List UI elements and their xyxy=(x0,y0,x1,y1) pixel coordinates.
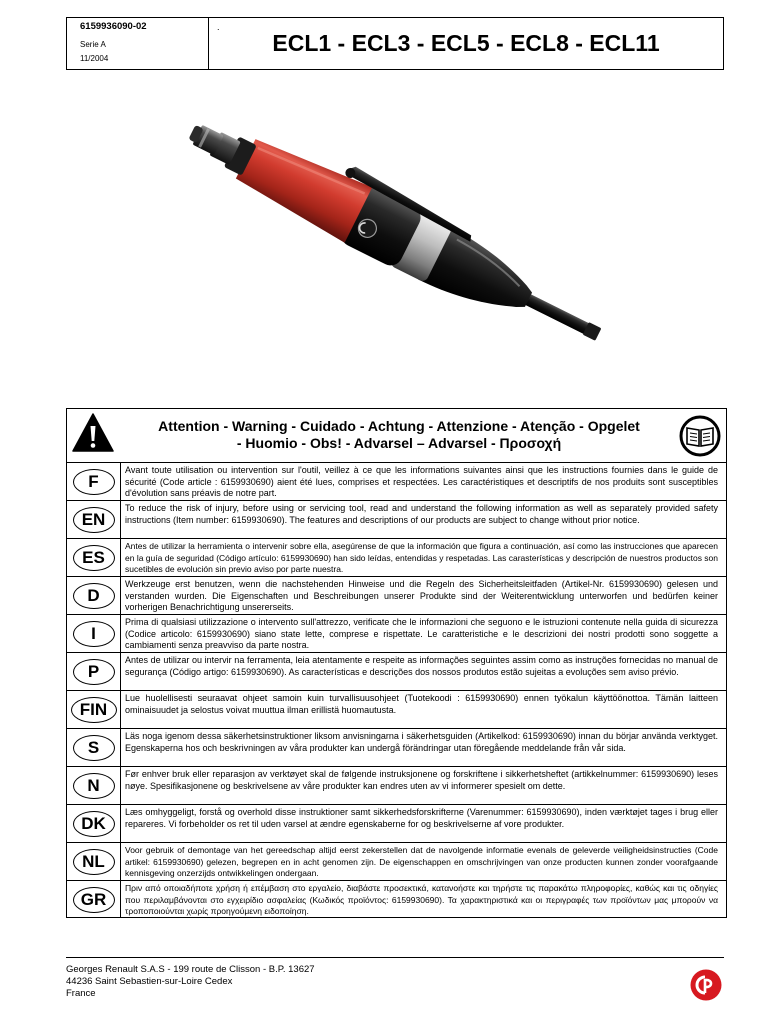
language-code-badge: D xyxy=(73,583,115,609)
language-instruction-text: Lue huolellisesti seuraavat ohjeet samoin kuin turvallisuusohjeet (Tuotekoodi : 6159930690) ennen työkalun käyttöönottoa. Tämän laitteen ominaisuudet ja selostus voivat muuttua ilman erillistä huomautusta. xyxy=(125,693,718,715)
language-instruction-text: Πριν από οποιαδήποτε χρήση ή επέμβαση στο εργαλείο, διαβάστε προσεκτικά, κατανοήστε και τηρήστε τις παρακάτω πληροφορίες, καθώς και τις οδηγίες που περιλαμβάνονται στο εγχειρίδιο ασφαλείας (Κωδικός προϊόντος: 6159930690). Τα χαρακτηριστικά και οι περιγραφές των προϊόντων μας μπορούν να τροποποιούνται χωρίς προηγούμενη ειδοποίηση. xyxy=(125,883,718,917)
language-row-nl xyxy=(67,842,726,880)
language-row-s xyxy=(67,728,726,766)
language-instruction-text: Werkzeuge erst benutzen, wenn die nachstehenden Hinweise und die Regeln des Sicherheitsleitfaden (Artikel-Nr. 6159930690) gelesen und verstanden wurden. Die Eigenschaften und Beschreibungen unserer Produkte sind der Weiterentwicklung unterworfen und bedürfen keiner vorherigen Benachrichtigung unsererseits. xyxy=(125,579,718,613)
document-meta xyxy=(67,18,209,69)
language-instruction-text: Antes de utilizar ou intervir na ferramenta, leia atentamente e respeite as informações seguintes assim como as instruções fornecidas no manual de segurança (Código artigo: 6159930690). As características e descrições dos nossos produtos estão sujeitas a evoluções sem aviso prévio. xyxy=(125,655,718,677)
warning-header xyxy=(67,409,726,462)
warning-title xyxy=(121,418,677,452)
language-instruction-text: To reduce the risk of injury, before using or servicing tool, read and understand the following information as well as separately provided safety instructions (Item number: 6159930690). The features and descriptions of our products are subject to change without prior notice. xyxy=(125,503,718,525)
language-code-badge: ES xyxy=(73,545,115,571)
screwdriver-tool-illustration xyxy=(170,100,620,350)
language-code-cell xyxy=(67,577,121,614)
language-code-cell xyxy=(67,539,121,576)
manual-book-icon xyxy=(679,415,721,457)
language-code-cell xyxy=(67,805,121,842)
language-code-cell xyxy=(67,843,121,880)
series-label: Serie A xyxy=(80,40,106,49)
language-code-badge: GR xyxy=(73,887,115,913)
language-code-cell xyxy=(67,653,121,690)
language-row-es xyxy=(67,538,726,576)
language-code-cell xyxy=(67,615,121,652)
language-code-badge: DK xyxy=(73,811,115,837)
footer-address xyxy=(66,964,315,1000)
language-code-badge: NL xyxy=(73,849,115,875)
language-instruction-text: Prima di qualsiasi utilizzazione o intervento sull'attrezzo, verificate che le informazioni che seguono e le istruzioni contenute nella guida di sicurezza (Codice articolo: 6159930690) siano state lette, comprese e rispettate. Le caratteristiche e le descrizioni dei nostri prodotti sono soggette a cambiamenti senza preavviso da parte nostra. xyxy=(125,617,718,651)
footer-divider xyxy=(66,957,724,958)
language-code-cell xyxy=(67,767,121,804)
warning-table xyxy=(66,408,727,918)
edition-date: 11/2004 xyxy=(80,54,109,63)
warning-title-line-2: - Huomio - Obs! - Advarsel – Advarsel - Προσοχή xyxy=(236,435,562,451)
cp-logo-icon xyxy=(690,969,722,1001)
language-code-cell xyxy=(67,463,121,500)
footer-country-line: France xyxy=(66,988,96,999)
language-code-cell xyxy=(67,691,121,728)
language-row-i xyxy=(67,614,726,652)
language-code-badge: F xyxy=(73,469,115,495)
language-code-badge: N xyxy=(73,773,115,799)
language-instruction-text: Før enhver bruk eller reparasjon av verktøyet skal de følgende instruksjonene og forskriftene i sikkerhetsheftet (artikkelnummer: 6159930690) leses nøye. Spesifikasjonene og beskrivelsene av våre produkter kan endres uten av vi informerer spesielt om dette. xyxy=(125,769,718,791)
language-code-cell xyxy=(67,881,121,918)
language-instruction-text: Läs noga igenom dessa säkerhetsinstruktioner liksom anvisningarna i säkerhetsguiden (Artikelkod: 6159930690) innan du börjar använda verktyget. Egenskaperna hos och beskrivningen av våra produkter kan undergå förändringar utan föregående meddelande från vår sida. xyxy=(125,731,718,753)
language-row-en xyxy=(67,500,726,538)
warning-triangle-icon xyxy=(72,412,114,454)
language-row-f xyxy=(67,462,726,500)
language-code-badge: I xyxy=(73,621,115,647)
language-row-n xyxy=(67,766,726,804)
language-code-cell xyxy=(67,729,121,766)
footer-city-line: 44236 Saint Sebastien-sur-Loire Cedex xyxy=(66,976,233,987)
warning-title-line-1: Attention - Warning - Cuidado - Achtung - Attenzione - Atenção - Opgelet xyxy=(158,418,640,434)
language-instruction-text: Avant toute utilisation ou intervention sur l'outil, veillez à ce que les informations suivantes ainsi que les instructions fournies dans le guide de sécurité (Code article : 6159930690) aient été lues, comprises et respectées. Les caractéristiques et descriptifs de nos produits sont susceptibles d'évolution sans préavis de notre part. xyxy=(125,465,718,499)
language-instruction-text: Voor gebruik of demontage van het gereedschap altijd eerst zekerstellen dat de navolgende informatie evenals de geleverde veiligheidsinstructies (Code artikel: 6159930690) gelezen, begrepen en in acht genomen zijn. De eigenschappen en omschrijvingen van onze producten kunnen zonder voorafgaande kennisgeving onzerzijds ontwikkelingen ondergaan. xyxy=(125,845,718,879)
footer-company-line: Georges Renault S.A.S - 199 route de Clisson - B.P. 13627 xyxy=(66,964,315,975)
language-row-fin xyxy=(67,690,726,728)
document-number: 6159936090-02 xyxy=(80,21,147,32)
language-code-badge: FIN xyxy=(71,697,117,723)
language-code-badge: S xyxy=(73,735,115,761)
language-code-badge: P xyxy=(73,659,115,685)
language-row-gr xyxy=(67,880,726,918)
language-row-d xyxy=(67,576,726,614)
language-instruction-text: Antes de utilizar la herramienta o intervenir sobre ella, asegúrense de que la información que figura a continuación, así como las instrucciones que aparecen en la guía de seguridad (Código artículo: 6159930690) han sido leídas, entendidas y respetadas. Las carasterísticas y descripción de nuestros productos son sucetibles de evolución sin previo aviso por parte nuestra. xyxy=(125,541,718,575)
language-row-p xyxy=(67,652,726,690)
model-title: ECL1 - ECL3 - ECL5 - ECL8 - ECL11 xyxy=(272,30,660,56)
document-header xyxy=(66,17,724,70)
language-code-badge: EN xyxy=(73,507,115,533)
language-row-dk xyxy=(67,804,726,842)
language-instruction-text: Læs omhyggeligt, forstå og overhold disse instruktioner samt sikkerhedsforskrifterne (Varenummer: 6159930690), inden værktøjet tages i brug eller repareres. Vi forbeholder os ret til uden varsel at ændre egenskaberne for og beskrivelserne af vore produkter. xyxy=(125,807,718,829)
language-code-cell xyxy=(67,501,121,538)
header-mark: . xyxy=(217,22,220,32)
